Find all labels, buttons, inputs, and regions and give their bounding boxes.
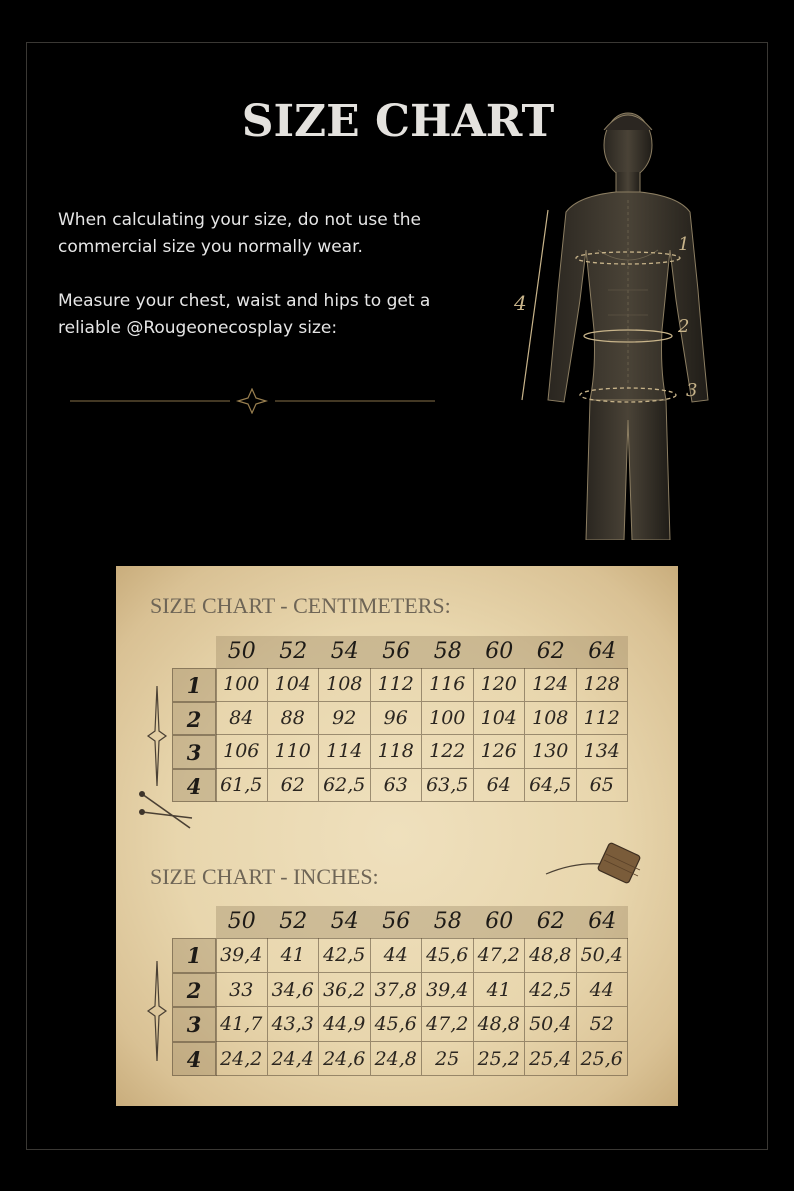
row-label: 4: [172, 1042, 216, 1077]
table-cell: 25,4: [525, 1042, 577, 1077]
table-cell: 48,8: [525, 938, 577, 973]
column-header: 54: [330, 909, 359, 934]
table-row: [216, 973, 628, 1008]
table-cell: 33: [216, 973, 268, 1008]
table-cell: 50,4: [525, 1007, 577, 1042]
table-cell: 44: [371, 938, 423, 973]
measure-label-1: 1: [678, 234, 690, 255]
cm-table-title: SIZE CHART - CENTIMETERS:: [150, 593, 451, 618]
row-label: 1: [172, 938, 216, 973]
body-measurement-illustration: [508, 100, 748, 540]
row-label: 4: [172, 769, 216, 803]
table-cell: 44: [577, 973, 629, 1008]
measure-label-2: 2: [678, 316, 690, 337]
table-cell: 114: [319, 735, 371, 769]
table-cell: 24,8: [371, 1042, 423, 1077]
table-cell: 42,5: [525, 973, 577, 1008]
table-cell: 44,9: [319, 1007, 371, 1042]
table-cell: 124: [525, 668, 577, 702]
table-cell: 106: [216, 735, 268, 769]
table-cell: 25: [422, 1042, 474, 1077]
table-cell: 39,4: [422, 973, 474, 1008]
ornament-cm-icon: [146, 686, 168, 786]
table-cell: 100: [216, 668, 268, 702]
table-cell: 104: [474, 702, 526, 736]
table-cell: 100: [422, 702, 474, 736]
intro-paragraph-1: When calculating your size, do not use the commercial size you normally wear.: [58, 210, 421, 257]
table-cell: 25,2: [474, 1042, 526, 1077]
table-cell: 92: [319, 702, 371, 736]
column-header: 62: [536, 639, 565, 664]
table-cell: 112: [371, 668, 423, 702]
column-header: 52: [279, 639, 308, 664]
table-cell: 62,5: [319, 769, 371, 803]
table-cell: 45,6: [371, 1007, 423, 1042]
column-header: 60: [485, 909, 514, 934]
table-cell: 108: [319, 668, 371, 702]
table-cell: 50,4: [577, 938, 629, 973]
table-cell: 41: [268, 938, 320, 973]
inch-table-title: SIZE CHART - INCHES:: [150, 864, 379, 889]
table-cell: 112: [577, 702, 629, 736]
table-cell: 122: [422, 735, 474, 769]
table-cell: 63: [371, 769, 423, 803]
table-cell: 134: [577, 735, 629, 769]
table-cell: 116: [422, 668, 474, 702]
table-row: [216, 735, 628, 769]
table-cell: 42,5: [319, 938, 371, 973]
row-label: 1: [172, 668, 216, 702]
table-cell: 63,5: [422, 769, 474, 803]
table-cell: 43,3: [268, 1007, 320, 1042]
intro-paragraph-2: Measure your chest, waist and hips to get a reliable @Rougeonecosplay size:: [58, 291, 431, 338]
table-cell: 36,2: [319, 973, 371, 1008]
row-label: 2: [172, 702, 216, 736]
table-cell: 104: [268, 668, 320, 702]
table-cell: 96: [371, 702, 423, 736]
table-cell: 65: [577, 769, 629, 803]
table-cell: 61,5: [216, 769, 268, 803]
page-title: SIZE CHART: [241, 96, 555, 147]
table-cell: 130: [525, 735, 577, 769]
column-header: 50: [227, 909, 256, 934]
table-cell: 126: [474, 735, 526, 769]
table-cell: 64: [474, 769, 526, 803]
size-chart-card: [116, 566, 678, 1106]
table-cell: 108: [525, 702, 577, 736]
table-row: [216, 702, 628, 736]
column-header: 54: [330, 639, 359, 664]
pins-icon: [138, 786, 198, 836]
table-cell: 34,6: [268, 973, 320, 1008]
column-header: 64: [588, 639, 617, 664]
table-cell: 45,6: [422, 938, 474, 973]
table-cell: 128: [577, 668, 629, 702]
table-cell: 47,2: [422, 1007, 474, 1042]
thread-spool-icon: [544, 834, 648, 894]
table-cell: 88: [268, 702, 320, 736]
column-header: 56: [382, 639, 411, 664]
table-cell: 52: [577, 1007, 629, 1042]
table-cell: 62: [268, 769, 320, 803]
ornament-inch-icon: [146, 961, 168, 1061]
table-cell: 24,2: [216, 1042, 268, 1077]
table-cell: 37,8: [371, 973, 423, 1008]
table-row: [216, 668, 628, 702]
row-label: 3: [172, 1007, 216, 1042]
table-cell: 41: [474, 973, 526, 1008]
intro-text: [58, 207, 488, 369]
row-label: 2: [172, 973, 216, 1008]
column-header: 50: [227, 639, 256, 664]
table-cell: 39,4: [216, 938, 268, 973]
column-header: 60: [485, 639, 514, 664]
measure-label-4: 4: [514, 291, 527, 315]
column-header: 52: [279, 909, 308, 934]
table-row: [216, 1007, 628, 1042]
table-cell: 84: [216, 702, 268, 736]
column-header: 62: [536, 909, 565, 934]
column-header: 58: [433, 639, 462, 664]
table-cell: 120: [474, 668, 526, 702]
column-header: 58: [433, 909, 462, 934]
table-cell: 48,8: [474, 1007, 526, 1042]
table-cell: 25,6: [577, 1042, 629, 1077]
table-cell: 47,2: [474, 938, 526, 973]
ornament-divider: [70, 388, 435, 414]
table-cell: 110: [268, 735, 320, 769]
table-cell: 24,4: [268, 1042, 320, 1077]
table-cell: 24,6: [319, 1042, 371, 1077]
table-row: [216, 1042, 628, 1077]
measure-label-3: 3: [686, 380, 698, 401]
table-cell: 41,7: [216, 1007, 268, 1042]
table-row: [216, 769, 628, 803]
row-label: 3: [172, 735, 216, 769]
column-header: 56: [382, 909, 411, 934]
table-row: [216, 938, 628, 973]
column-header: 64: [588, 909, 617, 934]
table-cell: 64,5: [525, 769, 577, 803]
table-cell: 118: [371, 735, 423, 769]
